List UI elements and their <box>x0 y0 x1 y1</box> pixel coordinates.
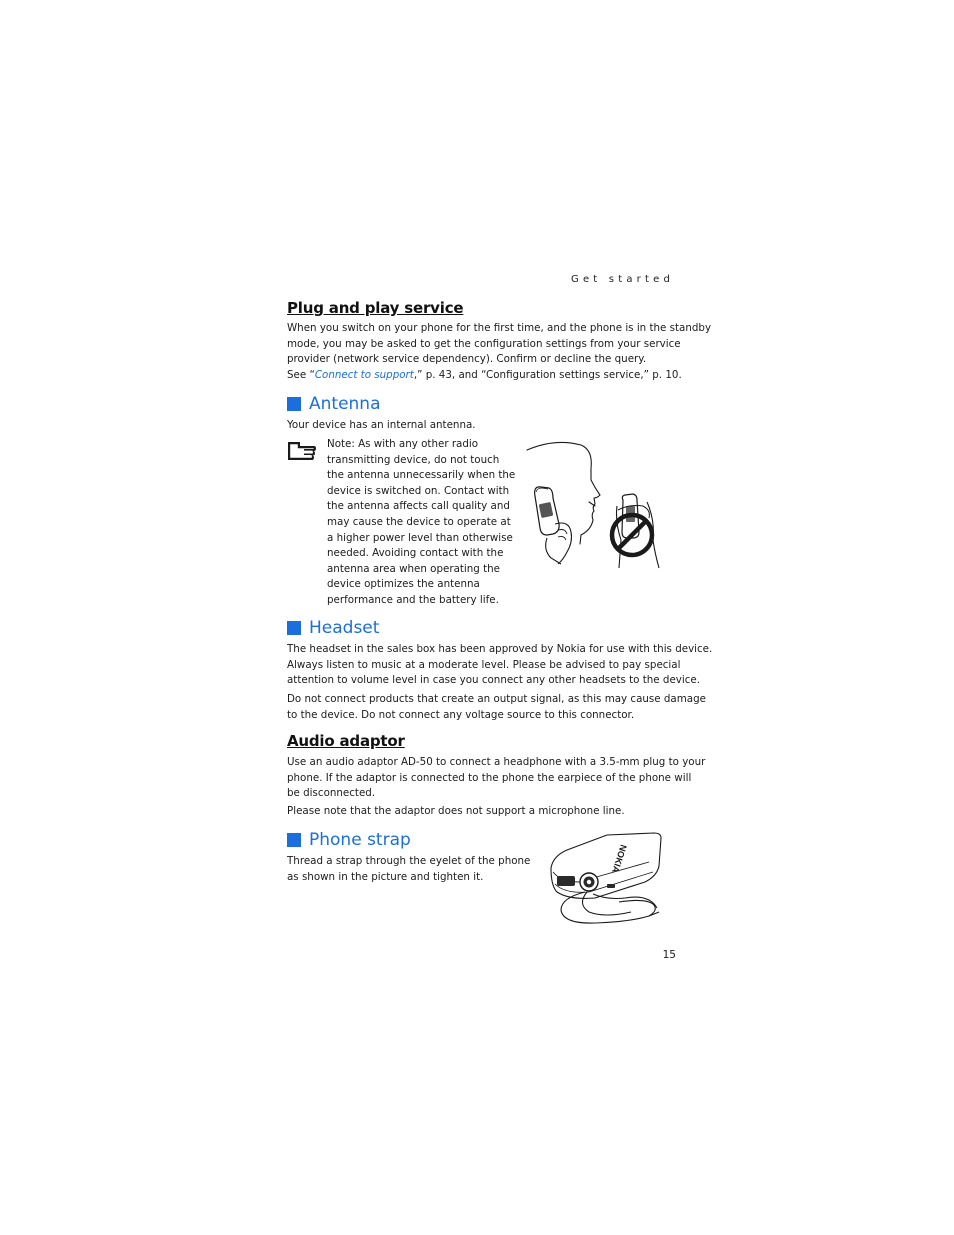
text-line: phone. If the adaptor is connected to the phone the earpiece of the phone will <box>287 771 692 784</box>
plug-and-play-paragraph <box>287 321 711 383</box>
note-line: antenna area when operating the <box>327 562 501 575</box>
headset-paragraph-1 <box>287 642 712 689</box>
see-reference-line <box>287 368 711 384</box>
running-head: Get started <box>571 274 674 285</box>
phone-at-ear <box>535 487 572 564</box>
antenna-note <box>327 437 515 609</box>
antenna-usage-illustration <box>525 440 675 570</box>
page-number: 15 <box>662 949 676 961</box>
connect-to-support-link[interactable]: Connect to support <box>314 368 414 381</box>
headset-paragraph-2 <box>287 692 706 723</box>
phone-brand-text: NOKIA <box>610 843 629 875</box>
note-line: the antenna unnecessarily when the <box>327 469 516 482</box>
note-line: may cause the device to operate at <box>327 515 511 528</box>
text-line: Always listen to music at a moderate level. Please be advised to pay special <box>287 658 681 671</box>
plug-and-play-heading: Plug and play service <box>287 299 464 317</box>
section-square-icon <box>287 833 301 847</box>
note-line: device is switched on. Contact with <box>327 484 510 497</box>
note-line: needed. Avoiding contact with the <box>327 547 504 560</box>
antenna-intro: Your device has an internal antenna. <box>287 419 476 431</box>
phone-strap-illustration <box>549 832 674 928</box>
text-line: Use an audio adaptor AD-50 to connect a headphone with a 3.5-mm plug to your <box>287 756 706 768</box>
text-line: to the device. Do not connect any voltage source to this connector. <box>287 708 635 721</box>
phone-strap-heading-text: Phone strap <box>309 830 411 850</box>
manual-page <box>287 0 713 1235</box>
text-line: The headset in the sales box has been approved by Nokia for use with this device. <box>287 643 713 655</box>
section-square-icon <box>287 621 301 635</box>
section-square-icon <box>287 397 301 411</box>
text-line: be disconnected. <box>287 787 376 800</box>
antenna-heading <box>287 394 381 414</box>
text-line: When you switch on your phone for the first time, and the phone is in the standby <box>287 322 712 334</box>
note-line: the antenna affects call quality and <box>327 500 510 513</box>
text-line: provider (network service dependency). Confirm or decline the query. <box>287 353 647 366</box>
phone-body <box>551 833 661 898</box>
note-line: transmitting device, do not touch <box>327 453 500 466</box>
text-line: Do not connect products that create an output signal, as this may cause damage <box>287 693 706 705</box>
text-line: attention to volume level in case you connect any other headsets to the device. <box>287 674 701 687</box>
headset-heading-text: Headset <box>309 618 380 638</box>
note-line: Note: As with any other radio <box>327 438 479 450</box>
see-prefix: See “ <box>287 368 315 381</box>
note-line: performance and the battery life. <box>327 593 499 606</box>
audio-adaptor-paragraph-2: Please note that the adaptor does not support a microphone line. <box>287 805 625 817</box>
see-suffix: ,” p. 43, and “Configuration settings service,” p. 10. <box>413 368 682 381</box>
text-line: Thread a strap through the eyelet of the phone <box>287 855 531 867</box>
note-hand-icon <box>287 440 317 462</box>
phone-strap-paragraph <box>287 854 530 885</box>
text-line: mode, you may be asked to get the configuration settings from your service <box>287 337 681 350</box>
note-line: a higher power level than otherwise <box>327 531 513 544</box>
note-line: device optimizes the antenna <box>327 578 480 591</box>
antenna-heading-text: Antenna <box>309 394 381 414</box>
audio-adaptor-paragraph-1 <box>287 755 705 802</box>
text-line: as shown in the picture and tighten it. <box>287 870 484 883</box>
headset-heading <box>287 618 379 638</box>
phone-strap-heading <box>287 830 411 850</box>
audio-adaptor-heading: Audio adaptor <box>287 732 405 750</box>
